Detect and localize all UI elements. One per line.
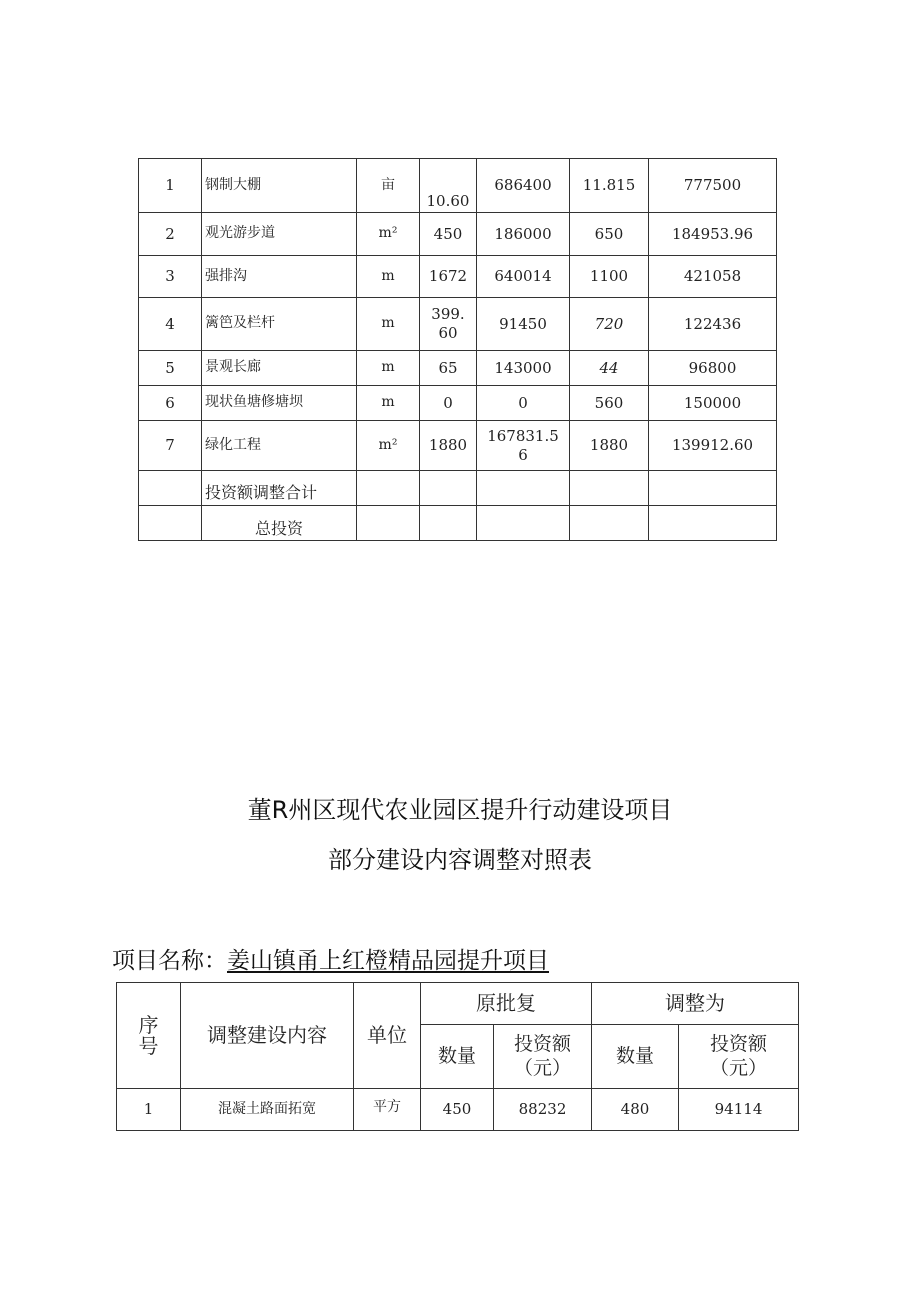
header-seq: 序 号 [117, 983, 181, 1089]
project-name: 姜山镇甬上红橙精品园提升项目 [227, 948, 549, 974]
original-amount: 686400 [477, 159, 570, 213]
original-qty: 399. 60 [420, 298, 477, 351]
row-number: 1 [117, 1089, 181, 1131]
adjusted-qty: 44 [570, 351, 649, 386]
original-qty: 1672 [420, 256, 477, 298]
item-unit: 平方 [354, 1089, 421, 1131]
adjusted-qty: 650 [570, 213, 649, 256]
item-unit: m [357, 298, 420, 351]
original-amount: 186000 [477, 213, 570, 256]
item-name: 强排沟 [202, 256, 357, 298]
row-number: 7 [139, 421, 202, 471]
item-name: 现状鱼塘修塘坝 [202, 386, 357, 421]
header-unit: 单位 [354, 983, 421, 1089]
item-content: 混凝土路面拓宽 [181, 1089, 354, 1131]
original-amount: 91450 [477, 298, 570, 351]
top-comparison-table [138, 158, 777, 541]
item-unit: 亩 [357, 159, 420, 213]
adjust-total-label: 投资额调整合计 [202, 471, 357, 506]
table-row [139, 421, 777, 471]
original-qty: 65 [420, 351, 477, 386]
original-amount: 640014 [477, 256, 570, 298]
header-adjusted: 调整为 [592, 983, 799, 1025]
item-name: 绿化工程 [202, 421, 357, 471]
document-subtitle: 部分建设内容调整对照表 [328, 846, 592, 874]
item-unit: m [357, 256, 420, 298]
original-amount: 167831.5 6 [477, 421, 570, 471]
table-row [139, 159, 777, 213]
item-name: 篱笆及栏杆 [202, 298, 357, 351]
table-row [139, 386, 777, 421]
header-content: 调整建设内容 [181, 983, 354, 1089]
adjusted-qty: 1880 [570, 421, 649, 471]
original-qty: 10.60 [420, 159, 477, 213]
header-adjusted-amount: 投资额 （元） [679, 1025, 799, 1089]
row-number: 2 [139, 213, 202, 256]
adjusted-qty: 11.815 [570, 159, 649, 213]
item-unit: m [357, 386, 420, 421]
adjustment-comparison-table [116, 982, 799, 1131]
adjusted-qty: 1100 [570, 256, 649, 298]
header-row [117, 983, 799, 1025]
adjusted-qty: 720 [570, 298, 649, 351]
row-number: 3 [139, 256, 202, 298]
adjusted-amount: 139912.60 [649, 421, 777, 471]
adjusted-amount: 184953.96 [649, 213, 777, 256]
adjusted-amount: 150000 [649, 386, 777, 421]
item-unit: m [357, 351, 420, 386]
original-amount: 88232 [494, 1089, 592, 1131]
header-original-qty: 数量 [421, 1025, 494, 1089]
adjusted-amount: 777500 [649, 159, 777, 213]
original-qty: 450 [421, 1089, 494, 1131]
table-row [117, 1089, 799, 1131]
adjust-total-row [139, 471, 777, 506]
project-label: 项目名称： [112, 948, 227, 974]
row-number: 1 [139, 159, 202, 213]
table-row [139, 351, 777, 386]
row-number: 6 [139, 386, 202, 421]
header-original-amount: 投资额 （元） [494, 1025, 592, 1089]
adjusted-amount: 94114 [679, 1089, 799, 1131]
item-unit: m² [357, 421, 420, 471]
header-adjusted-qty: 数量 [592, 1025, 679, 1089]
header-original: 原批复 [421, 983, 592, 1025]
item-name: 钢制大棚 [202, 159, 357, 213]
row-number: 4 [139, 298, 202, 351]
table-row [139, 298, 777, 351]
adjusted-amount: 96800 [649, 351, 777, 386]
project-name-line [112, 942, 549, 975]
original-amount: 0 [477, 386, 570, 421]
table-row [139, 256, 777, 298]
row-number: 5 [139, 351, 202, 386]
original-amount: 143000 [477, 351, 570, 386]
item-name: 观光游步道 [202, 213, 357, 256]
adjusted-qty: 480 [592, 1089, 679, 1131]
item-unit: m² [357, 213, 420, 256]
original-qty: 1880 [420, 421, 477, 471]
original-qty: 0 [420, 386, 477, 421]
total-row [139, 506, 777, 541]
total-label: 总投资 [202, 506, 357, 541]
item-name: 景观长廊 [202, 351, 357, 386]
original-qty: 450 [420, 213, 477, 256]
adjusted-amount: 122436 [649, 298, 777, 351]
document-title: 董R州区现代农业园区提升行动建设项目 [247, 796, 673, 824]
adjusted-amount: 421058 [649, 256, 777, 298]
table-row [139, 213, 777, 256]
adjusted-qty: 560 [570, 386, 649, 421]
